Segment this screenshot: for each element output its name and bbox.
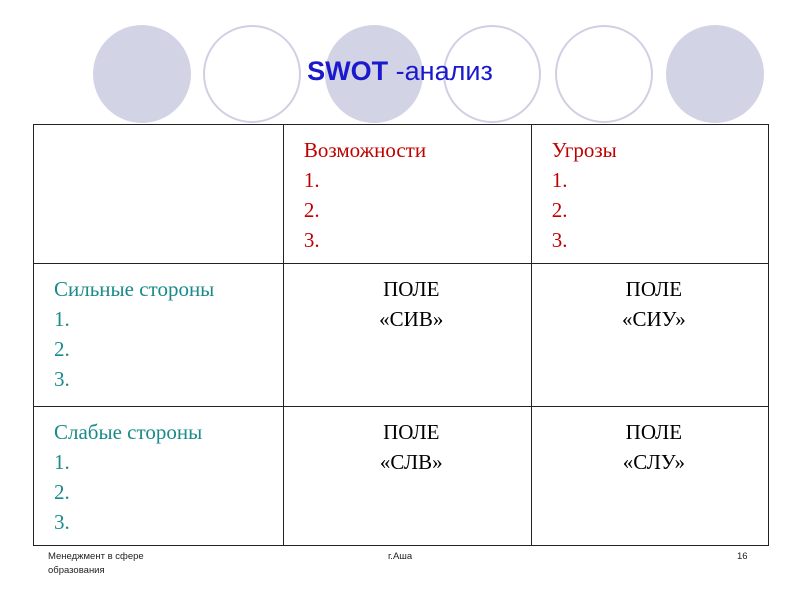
list-item: 3. [303,228,320,252]
list-item: 3. [54,510,70,534]
list-item: 1. [551,168,568,192]
table-row [34,125,769,264]
weaknesses-heading: Слабые стороны [54,420,203,444]
field-code: «СИУ» [621,307,686,331]
threats-heading: Угрозы [551,138,617,162]
footer-location: г.Аша [388,551,413,562]
weaknesses-cell [34,407,284,546]
opportunities-heading: Возможности [303,138,427,162]
title-bold: SWOT [307,56,389,86]
list-item: 1. [303,168,320,192]
list-item: 3. [54,367,70,391]
field-slu-cell [531,407,768,546]
field-slv-cell [283,407,531,546]
field-label: ПОЛЕ [383,277,440,301]
list-item: 2. [551,198,568,222]
strengths-heading: Сильные стороны [54,277,215,301]
field-label: ПОЛЕ [383,420,440,444]
table-row [34,407,769,546]
threats-cell [531,125,768,264]
list-item: 2. [303,198,320,222]
field-siv-cell [283,264,531,407]
list-item: 2. [54,480,70,504]
field-code: «СЛУ» [622,450,685,474]
opportunities-cell [283,125,531,264]
field-siu-cell [531,264,768,407]
table-row [34,264,769,407]
list-item: 3. [551,228,568,252]
list-item: 2. [54,337,70,361]
slide-title [0,56,800,87]
page-number: 16 [737,551,748,562]
field-label: ПОЛЕ [625,277,683,301]
footer-course: Менеджмент в сфере образования [48,551,144,576]
title-rest: -анализ [388,56,493,86]
strengths-cell [34,264,284,407]
swot-table [33,124,769,546]
list-item: 1. [54,307,70,331]
field-code: «СИВ» [379,307,444,331]
list-item: 1. [54,450,70,474]
field-code: «СЛВ» [379,450,443,474]
empty-corner-cell [34,125,284,264]
field-label: ПОЛЕ [625,420,683,444]
